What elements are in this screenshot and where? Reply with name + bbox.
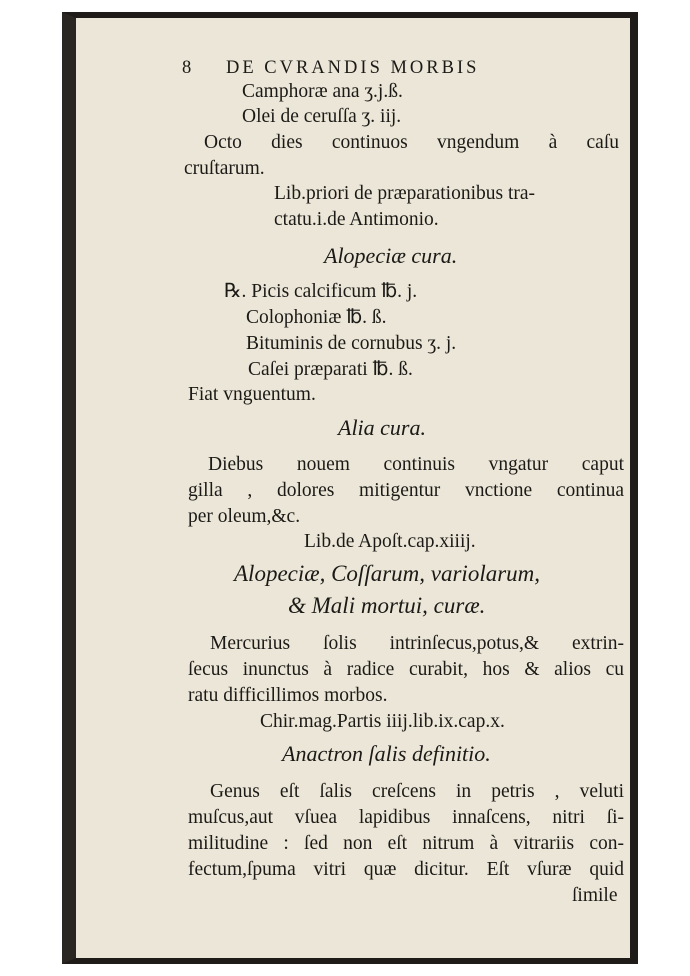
citation-line: Chir.mag.Partis iiij.lib.ix.cap.x.: [260, 711, 505, 732]
text-line: muſcus,aut vſuea lapidibus innaſcens, nitri ſi-: [188, 807, 624, 828]
citation-line: Lib.de Apoſt.cap.xiiij.: [304, 531, 476, 552]
text-line: per oleum,&c.: [188, 506, 301, 527]
section-heading: Alopeciæ, Coſſarum, variolarum,: [234, 561, 541, 586]
recipe-line: Colophoniæ ℔. ß.: [246, 307, 387, 328]
recipe-line: Bituminis de cornubus ʒ. j.: [246, 333, 457, 354]
text-line: Camphoræ ana ʒ.j.ß.: [242, 81, 403, 102]
running-title: DE CVRANDIS MORBIS: [226, 58, 480, 78]
page-number: 8: [182, 58, 195, 78]
text-line: ſecus inunctus à radice curabit, hos & alios cu: [188, 659, 624, 680]
text-line: militudine : ſed non eſt nitrum à vitrariis con-: [188, 833, 624, 854]
text-line: Olei de ceruſſa ʒ. iij.: [242, 106, 402, 127]
text-line: Fiat vnguentum.: [188, 384, 316, 405]
text-line: Octo dies continuos vngendum à caſu: [204, 132, 619, 153]
recipe-line: Caſei præparati ℔. ß.: [248, 359, 413, 380]
text-line: cruſtarum.: [184, 158, 265, 179]
citation-line: Lib.priori de præparationibus tra-: [274, 183, 536, 204]
text-line: Genus eſt ſalis creſcens in petris , veluti: [210, 781, 624, 802]
section-heading: Alia cura.: [338, 415, 426, 440]
book-page: [62, 12, 638, 964]
text-line: Mercurius ſolis intrinſecus,potus,& extrin-: [210, 633, 624, 654]
text-line: gilla , dolores mitigentur vnctione continua: [188, 480, 624, 501]
section-heading: Alopeciæ cura.: [324, 243, 458, 268]
text-line: fectum,ſpuma vitri quæ dicitur. Eſt vſuræ quid: [188, 859, 624, 880]
text-line: Diebus nouem continuis vngatur caput: [208, 454, 624, 475]
recipe-line: ℞. Picis calcificum ℔. j.: [224, 281, 418, 302]
section-heading: & Mali mortui, curæ.: [288, 593, 486, 618]
catchword: ſimile: [572, 885, 618, 906]
text-line: ratu difficillimos morbos.: [188, 685, 388, 706]
section-heading: Anactron ſalis definitio.: [282, 741, 491, 766]
citation-line: ctatu.i.de Antimonio.: [274, 209, 439, 230]
